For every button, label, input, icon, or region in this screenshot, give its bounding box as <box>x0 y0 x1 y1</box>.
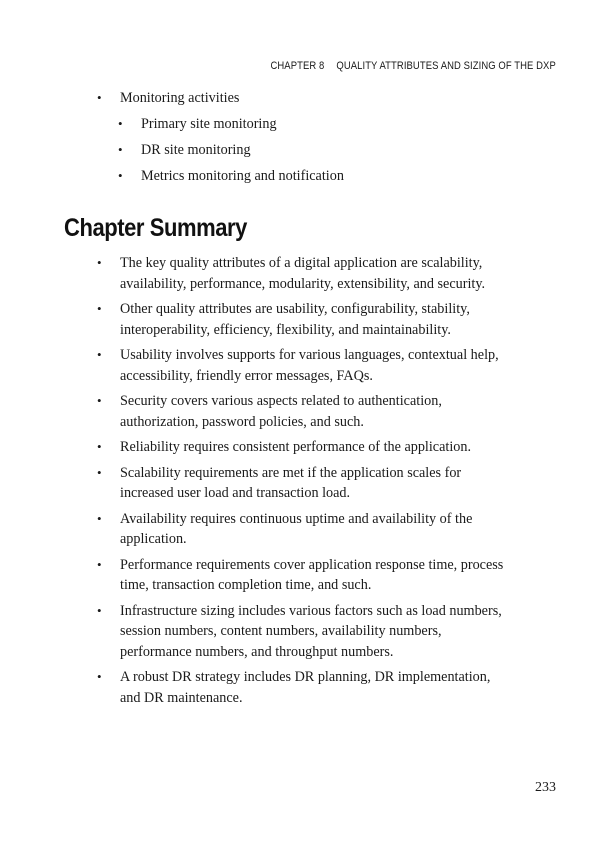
sublist-container <box>0 114 600 187</box>
bullet-icon: • <box>97 393 102 408</box>
summary-item-text: Security covers various aspects related to authentication, authorization, password policies, and such. <box>120 393 442 430</box>
summary-item <box>0 555 600 596</box>
bullet-icon: • <box>97 347 102 362</box>
summary-item-text: Availability requires continuous uptime and availability of the application. <box>120 510 473 547</box>
chapter-title: QUALITY ATTRIBUTES AND SIZING OF THE DXP <box>336 60 556 72</box>
list-item-text: Monitoring activities <box>120 90 240 106</box>
section-heading: Chapter Summary <box>64 214 247 242</box>
summary-item <box>0 345 600 386</box>
sublist-item-text: Primary site monitoring <box>141 116 277 132</box>
summary-item <box>0 437 600 458</box>
summary-item <box>0 391 600 432</box>
summary-item-text: Performance requirements cover application response time, process time, transaction completion time, and such. <box>120 556 504 593</box>
sublist-item <box>0 114 600 135</box>
bullet-icon: • <box>97 255 102 270</box>
summary-item-text: Reliability requires consistent performance of the application. <box>120 439 472 455</box>
summary-item <box>0 667 600 708</box>
running-header <box>271 60 556 72</box>
sublist-item <box>0 166 600 187</box>
summary-item-text: The key quality attributes of a digital application are scalability, availability, performance, modularity, extensibility, and security. <box>120 255 486 292</box>
bullet-icon: • <box>118 116 123 131</box>
summary-item <box>0 509 600 550</box>
bullet-icon: • <box>118 168 123 183</box>
bullet-icon: • <box>97 556 102 572</box>
chapter-label: CHAPTER 8 <box>270 60 325 72</box>
list-item <box>0 88 600 109</box>
monitoring-sublist <box>0 114 600 187</box>
summary-item-text: Infrastructure sizing includes various factors such as load numbers, session numbers, content numbers, availability numbers, performance numbers, and throughput numbers. <box>120 602 502 660</box>
bullet-icon: • <box>97 669 102 684</box>
bullet-icon: • <box>97 602 102 618</box>
bullet-icon: • <box>97 464 102 480</box>
summary-item-text: Scalability requirements are met if the application scales for increased user load and transaction load. <box>120 464 462 501</box>
bullet-icon: • <box>97 90 102 105</box>
monitoring-list <box>0 88 600 192</box>
bullet-icon: • <box>97 301 102 316</box>
summary-item-text: Other quality attributes are usability, configurability, stability, interoperability, efficiency, flexibility, and maintainability. <box>120 301 470 338</box>
summary-item <box>0 253 600 294</box>
page-number: 233 <box>535 780 556 795</box>
bullet-icon: • <box>97 439 102 454</box>
bullet-icon: • <box>97 510 102 526</box>
sublist-item-text: Metrics monitoring and notification <box>141 168 344 184</box>
summary-item <box>0 463 600 504</box>
sublist-item <box>0 140 600 161</box>
summary-item <box>0 299 600 340</box>
sublist-item-text: DR site monitoring <box>141 142 251 158</box>
summary-item-text: A robust DR strategy includes DR planning, DR implementation, and DR maintenance. <box>120 669 491 706</box>
summary-item-text: Usability involves supports for various languages, contextual help, accessibility, friendly error messages, FAQs. <box>120 347 499 384</box>
summary-list <box>0 253 600 713</box>
bullet-icon: • <box>118 142 123 157</box>
summary-item <box>0 601 600 663</box>
